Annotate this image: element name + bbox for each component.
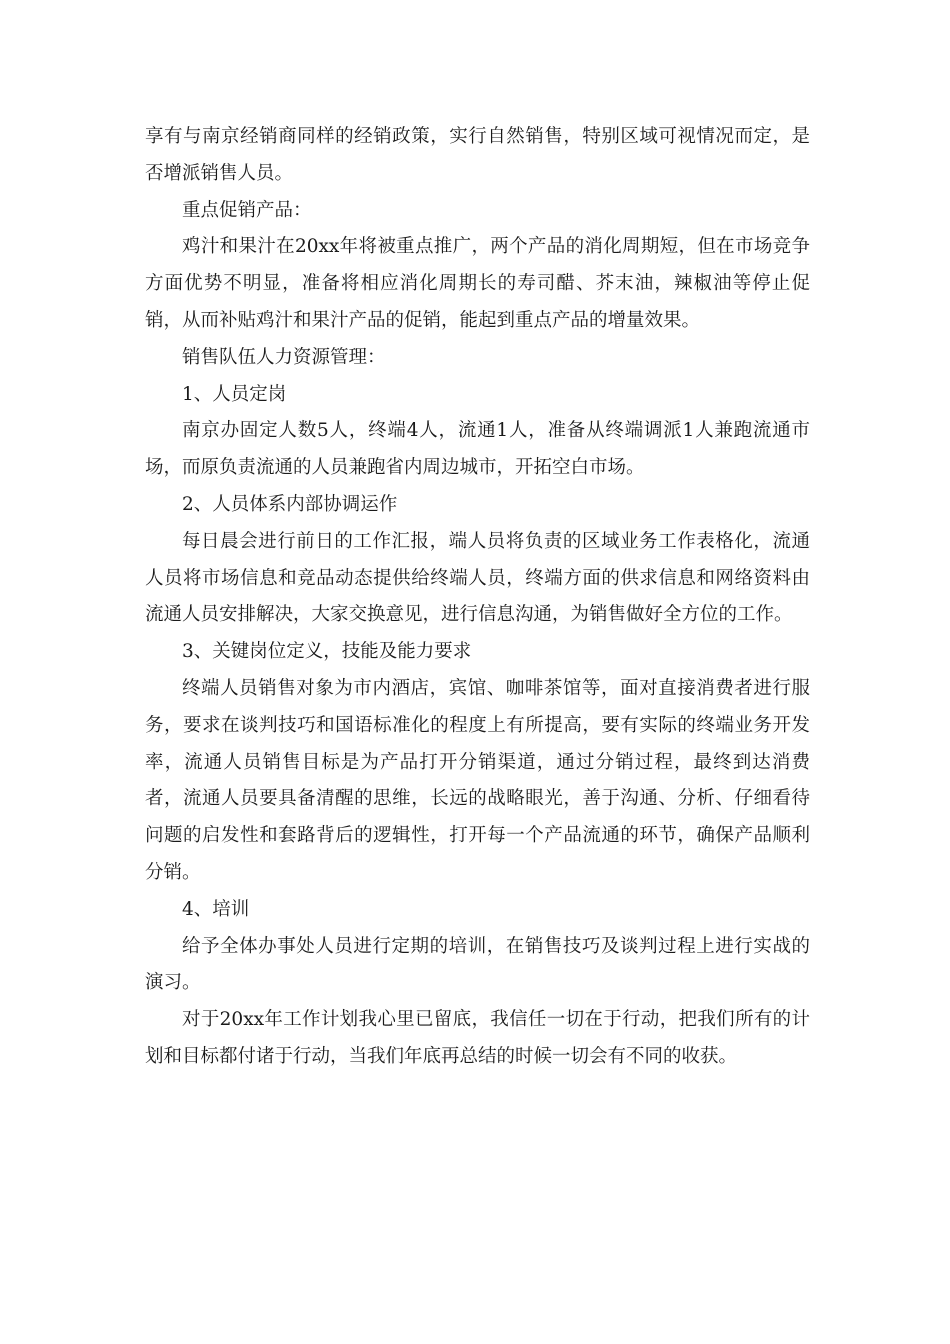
paragraph-training: 给予全体办事处人员进行定期的培训，在销售技巧及谈判过程上进行实战的演习。 [145,935,810,994]
paragraph-continuation: 享有与南京经销商同样的经销政策，实行自然销售，特别区域可视情况而定，是否增派销售人员。 [145,126,810,184]
heading-hr-management: 销售队伍人力资源管理： [182,346,386,368]
paragraph-staffing: 南京办固定人数5人，终端4人，流通1人，准备从终端调派1人兼跑流通市场，而原负责流通的人员兼跑省内周边城市，开拓空白市场。 [145,420,810,479]
paragraph-coordination: 每日晨会进行前日的工作汇报，端人员将负责的区域业务工作表格化，流通人员将市场信息和竞品动态提供给终端人员，终端方面的供求信息和网络资料由流通人员安排解决，大家交换意见，进行信息沟通，为销售做好全方位的工作。 [145,530,810,626]
subheading-key-positions: 3、关键岗位定义，技能及能力要求 [182,641,472,663]
subheading-staffing: 1、人员定岗 [182,383,287,405]
paragraph-conclusion: 对于20xx年工作计划我心里已留底，我信任一切在于行动，把我们所有的计划和目标都付诸于行动，当我们年底再总结的时候一切会有不同的收获。 [145,1009,810,1067]
subheading-coordination: 2、人员体系内部协调运作 [182,493,398,515]
subheading-training: 4、培训 [182,898,250,920]
paragraph-key-positions: 终端人员销售对象为市内酒店，宾馆、咖啡茶馆等，面对直接消费者进行服务，要求在谈判技巧和国语标准化的程度上有所提高，要有实际的终端业务开发率，流通人员销售目标是为产品打开分销渠道，通过分销过程，最终到达消费者，流通人员要具备清醒的思维，长远的战略眼光，善于沟通、分析、仔细看待问题的启发性和套路背后的逻辑性，打开每一个产品流通的环节，确保产品顺利分销。 [145,677,810,883]
paragraph-key-products: 鸡汁和果汁在20xx年将被重点推广，两个产品的消化周期短，但在市场竞争方面优势不明显，准备将相应消化周期长的寿司醋、芥末油，辣椒油等停止促销，从而补贴鸡汁和果汁产品的促销，能起到重点产品的增量效果。 [145,236,810,331]
heading-key-products: 重点促销产品： [182,199,312,221]
document-body [145,119,810,1076]
